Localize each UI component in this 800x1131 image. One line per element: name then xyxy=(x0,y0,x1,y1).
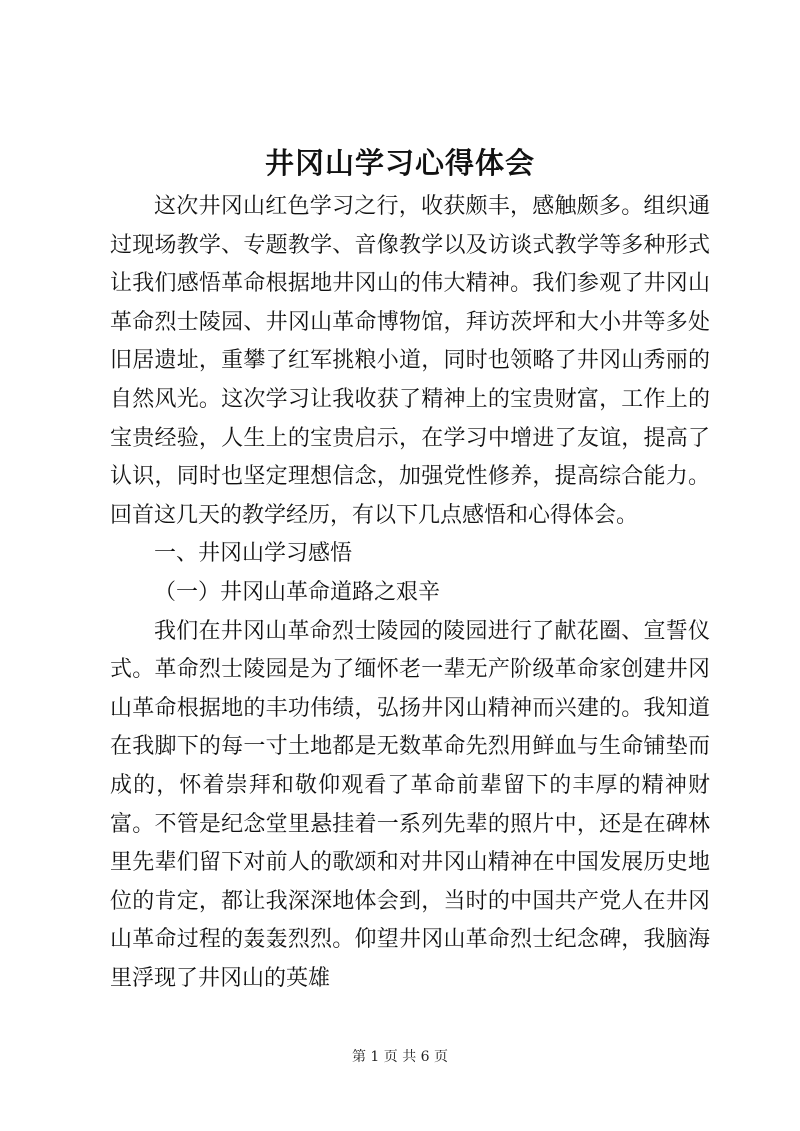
paragraph-intro: 这次井冈山红色学习之行，收获颇丰，感触颇多。组织通过现场教学、专题教学、音像教学以及访谈式教学等多种形式让我们感悟革命根据地井冈山的伟大精神。我们参观了井冈山革命烈士陵园、井冈山革命博物馆，拜访茨坪和大小井等多处旧居遗址，重攀了红军挑粮小道，同时也领略了井冈山秀丽的自然风光。这次学习让我收获了精神上的宝贵财富，工作上的宝贵经验，人生上的宝贵启示，在学习中增进了友谊，提高了认识，同时也坚定理想信念，加强党性修养，提高综合能力。回首这几天的教学经历，有以下几点感悟和心得体会。 xyxy=(110,194,710,528)
paragraph-memorial: 我们在井冈山革命烈士陵园的陵园进行了献花圈、宣誓仪式。革命烈士陵园是为了缅怀老一辈无产阶级革命家创建井冈山革命根据地的丰功伟绩，弘扬井冈山精神而兴建的。我知道在我脚下的每一寸土地都是无数革命先烈用鲜血与生命铺垫而成的，怀着崇拜和敬仰观看了革命前辈留下的丰厚的精神财富。不管是纪念堂里悬挂着一系列先辈的照片中，还是在碑林里先辈们留下对前人的歌颂和对井冈山精神在中国发展历史地位的肯定，都让我深深地体会到，当时的中国共产党人在井冈山革命过程的轰轰烈烈。仰望井冈山革命烈士纪念碑，我脑海里浮现了井冈山的英雄 xyxy=(110,618,710,991)
page-footer: 第 1 页 共 6 页 xyxy=(351,1049,449,1065)
subsection-heading: （一）井冈山革命道路之艰辛 xyxy=(154,579,441,605)
document-body xyxy=(110,188,710,998)
section-heading: 一、井冈山学习感悟 xyxy=(154,541,353,567)
document-title: 井冈山学习心得体会 xyxy=(264,146,535,180)
